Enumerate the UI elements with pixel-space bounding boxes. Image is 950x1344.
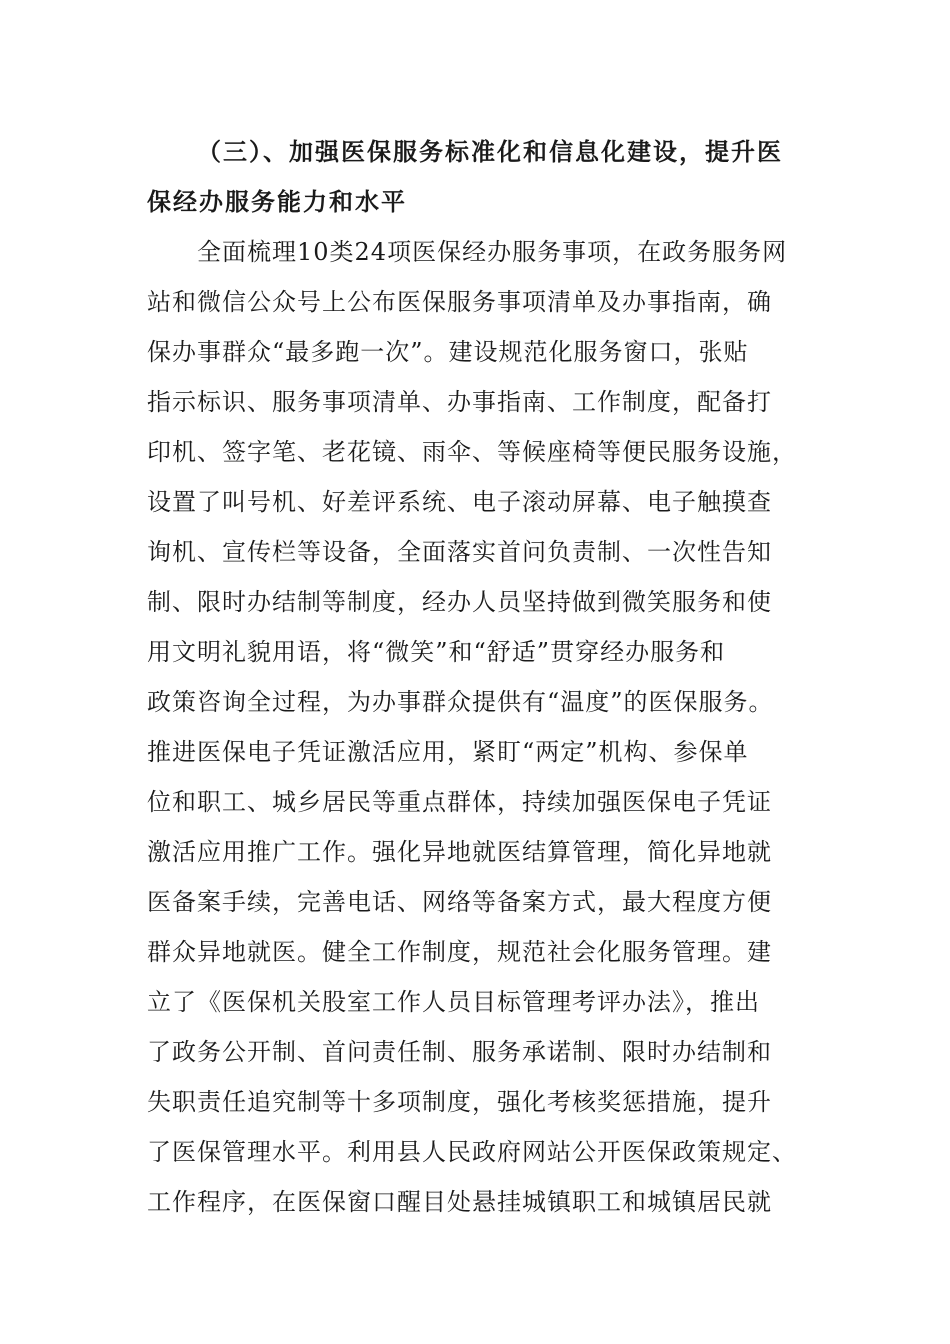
body-line: 询机、宣传栏等设备，全面落实首问负责制、一次性告知 [147,538,772,566]
body-line: 了医保管理水平。利用县人民政府网站公开医保政策规定、 [147,1138,797,1166]
body-line: 保办事群众“最多跑一次”。建设规范化服务窗口，张贴 [147,338,749,366]
body-line: 医备案手续，完善电话、网络等备案方式，最大程度方便 [147,888,772,916]
section-heading-line-1: （三）、加强医保服务标准化和信息化建设，提升医 [197,138,783,166]
body-line: 位和职工、城乡居民等重点群体，持续加强医保电子凭证 [147,788,772,816]
body-line: 设置了叫号机、好差评系统、电子滚动屏幕、电子触摸查 [147,488,772,516]
body-line: 推进医保电子凭证激活应用，紧盯“两定”机构、参保单 [147,738,749,766]
body-line: 群众异地就医。健全工作制度，规范社会化服务管理。建 [147,938,772,966]
body-line: 政策咨询全过程，为办事群众提供有“温度”的医保服务。 [147,688,774,716]
body-line: 印机、签字笔、老花镜、雨伞、等候座椅等便民服务设施， [147,438,797,466]
body-line: 制、限时办结制等制度，经办人员坚持做到微笑服务和使 [147,588,772,616]
document-text [147,127,807,1227]
body-line: 全面梳理10类24项医保经办服务事项，在政务服务网 [197,238,788,266]
body-line: 激活应用推广工作。强化异地就医结算管理，简化异地就 [147,838,772,866]
body-line: 指示标识、服务事项清单、办事指南、工作制度，配备打 [147,388,772,416]
section-heading-line-2: 保经办服务能力和水平 [147,188,407,216]
body-line: 立了《医保机关股室工作人员目标管理考评办法》，推出 [147,988,760,1016]
body-line: 用文明礼貌用语，将“微笑”和“舒适”贯穿经办服务和 [147,638,726,666]
body-line: 了政务公开制、首问责任制、服务承诺制、限时办结制和 [147,1038,772,1066]
body-line: 失职责任追究制等十多项制度，强化考核奖惩措施，提升 [147,1088,772,1116]
body-line: 站和微信公众号上公布医保服务事项清单及办事指南，确 [147,288,772,316]
body-line: 工作程序，在医保窗口醒目处悬挂城镇职工和城镇居民就 [147,1188,772,1216]
